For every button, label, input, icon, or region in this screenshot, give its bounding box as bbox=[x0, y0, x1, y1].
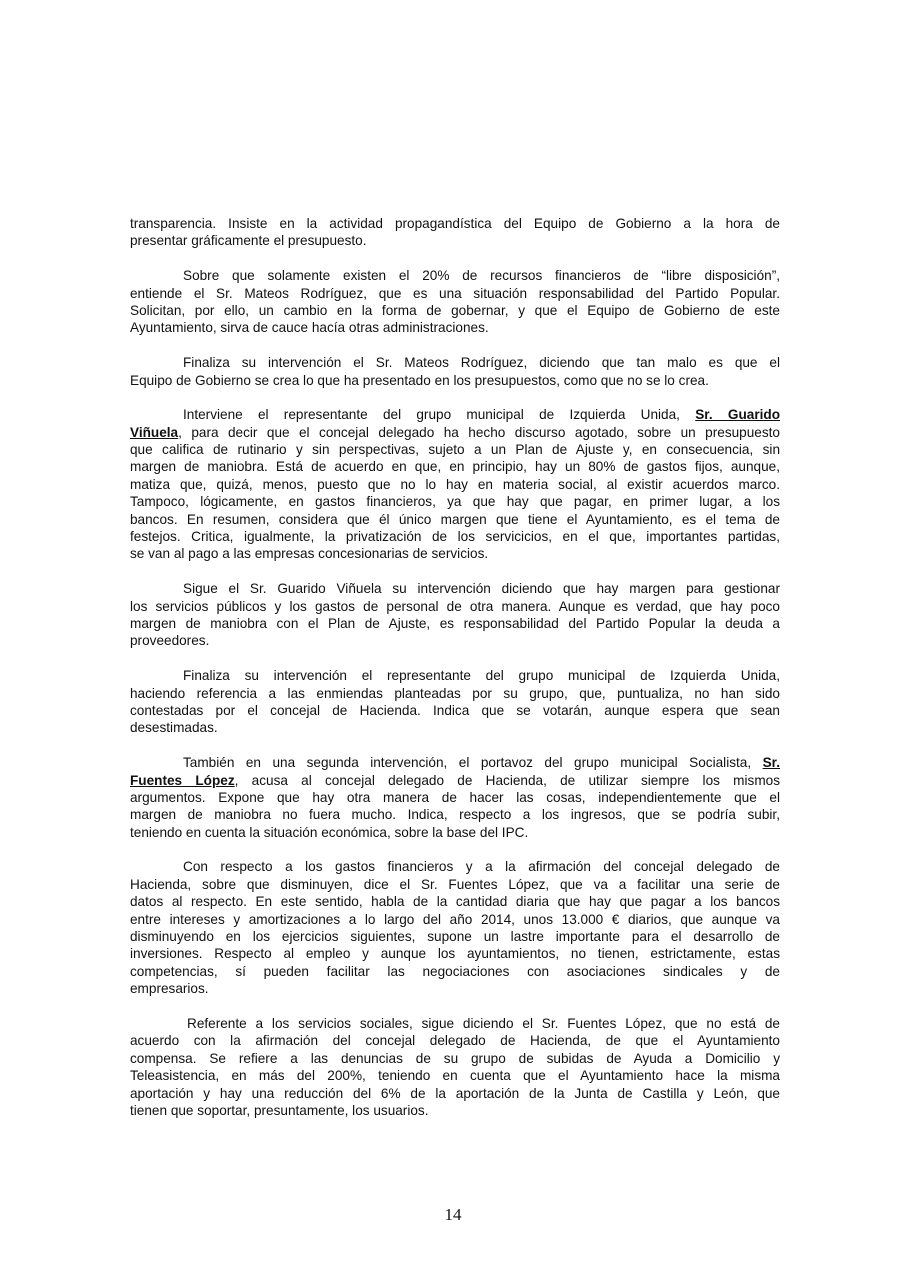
text-line: argumentos. Expone que hay otra manera de hacer las cosas, independientemente que el bbox=[130, 789, 780, 805]
text-line: margen de maniobra. Está de acuerdo en que, en principio, hay un 80% de gastos fijos, aunque, bbox=[130, 459, 780, 475]
text-line bbox=[130, 754, 780, 771]
text-line bbox=[130, 406, 780, 423]
text-line bbox=[130, 424, 780, 441]
text-line: datos al respecto. En este sentido, habla de la cantidad diaria que hay que pagar a los bancos bbox=[130, 894, 780, 910]
text-line: Teleasistencia, en más del 200%, teniendo en cuenta que el Ayuntamiento hace la misma bbox=[130, 1068, 780, 1084]
text-segment: Interviene el representante del grupo municipal de Izquierda Unida, bbox=[183, 407, 696, 423]
text-line: bancos. En resumen, considera que él único margen que tiene el Ayuntamiento, es el tema de bbox=[130, 511, 780, 527]
page-number: 14 bbox=[444, 1205, 462, 1224]
text-line: acuerdo con la afirmación del concejal delegado de Hacienda, de que el Ayuntamiento bbox=[130, 1033, 780, 1049]
text-line bbox=[130, 772, 780, 789]
text-line: tienen que soportar, presuntamente, los usuarios. bbox=[130, 1102, 429, 1118]
text-line: entiende el Sr. Mateos Rodríguez, que es una situación responsabilidad del Partido Popular. bbox=[130, 285, 780, 301]
paragraph bbox=[130, 267, 780, 337]
text-line: festejos. Critica, igualmente, la privatización de los servicicios, en el que, importantes partidas, bbox=[130, 529, 780, 545]
text-line: inversiones. Respecto al empleo y aunque los ayuntamientos, no tienen, estrictamente, estas bbox=[130, 946, 780, 962]
text-line: Ayuntamiento, sirva de cauce hacía otras administraciones. bbox=[130, 320, 489, 336]
text-line: desestimadas. bbox=[130, 720, 218, 736]
text-line: Hacienda, sobre que disminuyen, dice el Sr. Fuentes López, que va a facilitar una serie de bbox=[130, 876, 780, 892]
text-line: margen de maniobra no fuera mucho. Indica, respecto a los ingresos, que se podría subir, bbox=[130, 807, 780, 823]
text-line: transparencia. Insiste en la actividad propagandística del Equipo de Gobierno a la hora de bbox=[130, 216, 780, 231]
text-segment: , acusa al concejal delegado de Hacienda, de utilizar siempre los mismos bbox=[234, 772, 780, 788]
text-line: empresarios. bbox=[130, 981, 209, 997]
paragraph bbox=[130, 667, 780, 737]
text-line: aportación y hay una reducción del 6% de la aportación de la Junta de Castilla y León, que bbox=[130, 1085, 780, 1101]
text-line: matiza que, quizá, menos, puesto que no lo hay en materia social, al existir acuerdos marco. bbox=[130, 476, 780, 492]
text-line: Con respecto a los gastos financieros y a la afirmación del concejal delegado de bbox=[183, 859, 780, 875]
paragraph bbox=[130, 354, 780, 389]
text-line: disminuyendo en los ejercicios siguientes, supone un lastre importante para el desarrollo de bbox=[130, 929, 780, 945]
text-line: margen de maniobra con el Plan de Ajuste, es responsabilidad del Partido Popular la deuda a bbox=[130, 615, 780, 631]
text-line: proveedores. bbox=[130, 633, 210, 649]
text-line: Finaliza su intervención el representante del grupo municipal de Izquierda Unida, bbox=[183, 668, 780, 684]
text-line: se van al pago a las empresas concesionarias de servicios. bbox=[130, 546, 489, 562]
text-segment: También en una segunda intervención, el portavoz del grupo municipal Socialista, bbox=[183, 755, 763, 771]
text-line: contestadas por el concejal de Hacienda. Indica que se votarán, aunque espera que sean bbox=[130, 702, 780, 718]
text-segment: , para decir que el concejal delegado ha hecho discurso agotado, sobre un presupuesto bbox=[178, 424, 780, 440]
text-line: Referente a los servicios sociales, sigue diciendo el Sr. Fuentes López, que no está de bbox=[187, 1015, 780, 1031]
text-line: Finaliza su intervención el Sr. Mateos Rodríguez, diciendo que tan malo es que el bbox=[183, 355, 780, 371]
text-line: Sobre que solamente existen el 20% de recursos financieros de “libre disposición”, bbox=[183, 268, 780, 284]
text-line: presentar gráficamente el presupuesto. bbox=[130, 233, 367, 249]
paragraph bbox=[130, 754, 780, 841]
paragraph bbox=[130, 406, 780, 563]
text-line: entre intereses y amortizaciones a lo largo del año 2014, unos 13.000 € diarios, que aunque va bbox=[130, 911, 780, 927]
speaker-name: Viñuela bbox=[130, 424, 179, 440]
text-line: Equipo de Gobierno se crea lo que ha presentado en los presupuestos, como que no se lo crea. bbox=[130, 372, 709, 388]
text-line: haciendo referencia a las enmiendas planteadas por su grupo, que, puntualiza, no han sido bbox=[130, 685, 780, 701]
text-line: que califica de rutinario y sin perspectivas, sujeto a un Plan de Ajuste y, en consecuencia, sin bbox=[130, 442, 780, 458]
text-line: teniendo en cuenta la situación económica, sobre la base del IPC. bbox=[130, 824, 529, 840]
text-line: competencias, sí pueden facilitar las negociaciones con asociaciones sindicales y de bbox=[130, 963, 780, 979]
text-line: Sigue el Sr. Guarido Viñuela su intervención diciendo que hay margen para gestionar bbox=[183, 581, 780, 597]
paragraph bbox=[130, 1015, 780, 1119]
text-line: Tampoco, lógicamente, en gastos financieros, ya que hay que pagar, en primer lugar, a los bbox=[130, 494, 780, 510]
text-line: Solicitan, por ello, un cambio en la forma de gobernar, y que el Equipo de Gobierno de este bbox=[130, 302, 780, 318]
document-body bbox=[130, 215, 780, 1137]
text-line: los servicios públicos y los gastos de personal de otra manera. Aunque es verdad, que hay poco bbox=[130, 598, 780, 614]
paragraph bbox=[130, 215, 780, 250]
paragraph bbox=[130, 858, 780, 997]
speaker-name: Fuentes López bbox=[130, 772, 235, 788]
text-line: compensa. Se refiere a las denuncias de su grupo de subidas de Ayuda a Domicilio y bbox=[130, 1050, 780, 1066]
speaker-name: Sr. Guarido bbox=[695, 407, 780, 423]
paragraph bbox=[130, 580, 780, 650]
speaker-name: Sr. bbox=[762, 755, 780, 771]
